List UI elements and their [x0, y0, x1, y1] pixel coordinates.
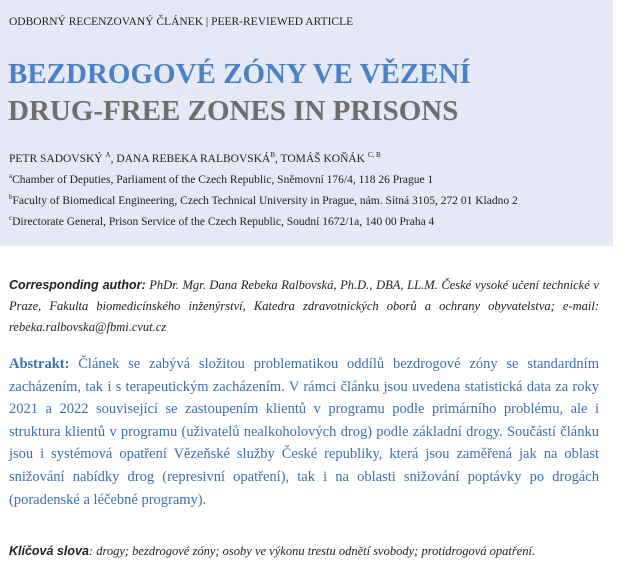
corresponding-author [9, 275, 599, 338]
corresponding-text: PhDr. Mgr. Dana Rebeka Ralbovská, Ph.D., DBA, LL.M. České vysoké učení technické v Praze, Fakulta biomedicínského inženýrství, Katedra zdravotnických oborů a ochrany obyvatelstva; e-mail: rebeka.ralbovska@fbmi.cvut.cz [9, 278, 599, 334]
affiliation-mark: c [9, 214, 13, 223]
affiliation-text: Faculty of Biomedical Engineering, Czech Technical University in Prague, nám. Sítná 3105, 272 01 Kladno 2 [12, 195, 518, 207]
author-name: TOMÁŠ KOŇÁK [280, 153, 365, 165]
author-affiliation-mark: B [270, 151, 275, 160]
abstract-label: Abstrakt: [9, 356, 70, 372]
keywords-label: Klíčová slova [9, 544, 89, 558]
abstract-text: Článek se zabývá složitou problematikou oddílů bezdrogové zóny se standardním zacházením, tak i s terapeutickým zacházením. V rámci článku jsou uvedena statistická data za roky 2021 a 2022 související se zastoupením klientů v programu podle primárního problému, ale i struktura klientů v programu (uživatelů nealkoholových drog) podle základní drogy. Součástí článku jsou i systémová opatření Vězeňské služby České republiky, která jsou zaměřená jak na oblast snižování nabídky drog (represivní opatření), tak i na oblasti snižování poptávky po drogách (poradenské a léčebné programy). [9, 356, 599, 508]
author-separator: , [274, 153, 281, 165]
affiliation-text: Chamber of Deputies, Parliament of the Czech Republic, Sněmovní 176/4, 118 26 Prague 1 [12, 174, 434, 186]
article-type: ODBORNÝ RECENZOVANÝ ČLÁNEK | PEER-REVIEWED ARTICLE [9, 16, 354, 28]
author-affiliation-mark: A [105, 151, 111, 160]
title-czech: BEZDROGOVÉ ZÓNY VE VĚZENÍ [8, 58, 471, 90]
affiliation-b [9, 195, 518, 207]
author-affiliation-mark: C, B [367, 151, 381, 160]
keywords [9, 544, 609, 559]
affiliation-c [9, 216, 434, 228]
author-name: PETR SADOVSKÝ [9, 153, 103, 165]
author-list [9, 153, 381, 165]
affiliation-text: Directorate General, Prison Service of the Czech Republic, Soudní 1672/1a, 140 00 Praha 4 [12, 216, 435, 228]
author-separator: , [110, 153, 117, 165]
author-name: DANA REBEKA RALBOVSKÁ [116, 153, 271, 165]
affiliation-mark: a [9, 172, 13, 181]
abstract [9, 353, 599, 511]
affiliation-a [9, 174, 433, 186]
title-english: DRUG-FREE ZONES IN PRISONS [8, 95, 459, 127]
article-header [0, 0, 613, 246]
affiliation-mark: b [9, 193, 13, 202]
corresponding-label: Corresponding author: [9, 278, 146, 292]
keywords-text: : drogy; bezdrogové zóny; osoby ve výkonu trestu odnětí svobody; protidrogová opatření. [88, 544, 536, 558]
